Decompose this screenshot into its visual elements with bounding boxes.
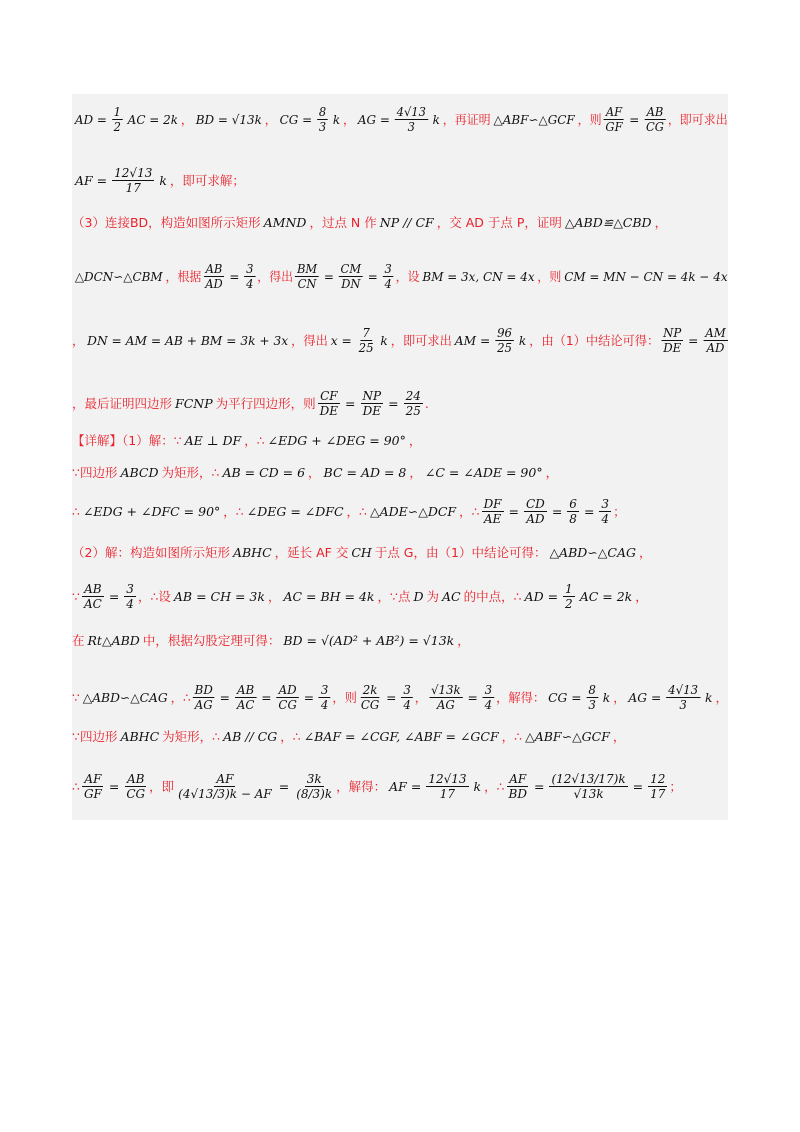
fraction <box>524 497 547 526</box>
fraction <box>429 683 463 712</box>
solution-text: ； <box>613 504 626 519</box>
fraction <box>112 105 123 134</box>
fraction-numerator: BM <box>296 261 318 276</box>
fraction-denominator: CN <box>297 276 317 291</box>
fraction <box>507 772 529 801</box>
solution-text: ， <box>545 465 559 480</box>
solution-text: . <box>424 395 429 411</box>
fraction-numerator: √13k <box>430 682 461 697</box>
fraction-numerator: 12√13 <box>114 165 153 180</box>
math-expression: ∠BAF = ∠CGF, ∠ABF = ∠GCF <box>303 728 499 744</box>
fraction-numerator: 3 <box>601 496 610 511</box>
solution-text: ∵ <box>72 588 80 604</box>
fraction-denominator: CG <box>360 697 380 712</box>
solution-line-6 <box>72 384 728 422</box>
math-expression: = <box>367 268 378 284</box>
solution-text: ， <box>612 729 626 744</box>
fraction-numerator: AB <box>84 581 102 596</box>
math-expression: = <box>108 778 120 794</box>
fraction <box>317 105 328 134</box>
fraction-numerator: 3 <box>320 682 329 697</box>
solution-text: ， <box>264 112 277 127</box>
math-expression: k <box>332 111 341 127</box>
math-expression: AG = <box>357 111 390 127</box>
math-expression: = <box>583 503 595 519</box>
math-expression: NP // CF <box>379 214 434 230</box>
math-expression: = <box>508 503 519 519</box>
math-expression: = <box>261 689 272 705</box>
math-expression: AD = <box>524 588 559 604</box>
fraction-denominator: AD <box>706 340 725 355</box>
fraction-denominator: CG <box>646 119 665 134</box>
fraction-numerator: DF <box>483 496 502 511</box>
solution-text: ，∴设 <box>137 589 171 604</box>
math-expression: = <box>533 778 545 794</box>
math-expression: ∠EDG + ∠DFC = 90° <box>82 503 221 519</box>
solution-text: ∴ <box>72 503 80 519</box>
solution-text: ，则 <box>332 690 357 705</box>
math-expression: AMND <box>263 214 307 230</box>
fraction <box>318 389 340 418</box>
fraction-numerator: 4√13 <box>668 682 699 697</box>
solution-text: ∵四边形 <box>72 465 118 480</box>
solution-text: ，∴ <box>346 504 367 519</box>
solution-text: ，则 <box>537 269 562 284</box>
fraction <box>586 683 597 712</box>
fraction-numerator: CF <box>320 388 338 403</box>
solution-text: ，即可求解； <box>169 173 245 188</box>
math-expression: CM = MN − CN = 4k − 4x <box>564 268 728 284</box>
solution-line-4 <box>72 257 728 295</box>
fraction-numerator: 6 <box>569 496 577 511</box>
math-expression: AB = CD = 6 <box>222 464 306 480</box>
fraction-numerator: 3 <box>126 581 134 596</box>
math-expression: △ABF∽△GCF <box>493 111 575 127</box>
fraction <box>644 105 666 134</box>
math-expression: = <box>303 689 315 705</box>
solution-text: ，设 <box>395 269 420 284</box>
solution-text: ，则 <box>577 112 602 127</box>
solution-text: （2）解：构造如图所示矩形 <box>72 545 230 560</box>
fraction-denominator: AD <box>205 276 223 291</box>
fraction-denominator: DE <box>663 340 682 355</box>
math-expression: = <box>386 689 397 705</box>
math-expression: BC = AD = 8 <box>323 464 407 480</box>
fraction <box>112 166 154 195</box>
solution-text: （3）连接BD，构造如图所示矩形 <box>72 215 261 230</box>
fraction-numerator: 24 <box>405 388 421 403</box>
fraction <box>203 262 224 291</box>
solution-line-7 <box>72 430 728 450</box>
fraction-numerator: 3 <box>384 261 392 276</box>
math-expression: AF = <box>75 172 108 188</box>
fraction-denominator: DN <box>341 276 361 291</box>
math-expression: △ABD∽△CAG <box>82 689 168 705</box>
fraction-denominator: 3 <box>407 119 415 134</box>
solution-text: ，交 AD 于点 P，证明 <box>436 215 562 230</box>
solution-text: 为矩形，∴ <box>162 729 221 744</box>
solution-text: 【详解】（1）解：∵ <box>72 433 182 448</box>
fraction-denominator: AC <box>83 596 102 611</box>
fraction-denominator: 25 <box>497 340 513 355</box>
math-expression: △ABD≌△CBD <box>564 214 652 230</box>
math-expression: AM = <box>454 332 491 348</box>
math-expression: = <box>278 778 290 794</box>
fraction-denominator: 3 <box>318 119 327 134</box>
solution-line-1 <box>72 100 728 138</box>
fraction-denominator: CG <box>278 697 297 712</box>
fraction <box>124 582 136 611</box>
solution-text: ， <box>308 465 321 480</box>
fraction <box>404 389 423 418</box>
fraction-denominator: 4 <box>126 596 134 611</box>
fraction-denominator: 3 <box>679 697 687 712</box>
solution-line-14 <box>72 726 728 746</box>
fraction-denominator: (4√13/3)k − AF <box>178 786 272 801</box>
solution-line-3 <box>72 212 728 232</box>
solution-text: ， <box>408 433 422 448</box>
math-expression: AF = <box>389 778 422 794</box>
fraction-denominator: 17 <box>439 786 456 801</box>
fraction-numerator: AB <box>127 771 145 786</box>
math-expression: D <box>413 588 424 604</box>
math-expression: AB = CH = 3k <box>173 588 265 604</box>
solution-line-13 <box>72 677 728 717</box>
math-expression: = <box>345 395 356 411</box>
fraction-denominator: 4 <box>246 276 254 291</box>
fraction <box>426 772 468 801</box>
fraction-denominator: DE <box>319 403 339 418</box>
fraction-denominator: 8 <box>569 511 577 526</box>
fraction-numerator: 4√13 <box>396 104 426 119</box>
math-expression: x = <box>330 332 352 348</box>
fraction <box>703 326 727 355</box>
solution-text: ，即可求出 <box>667 112 728 127</box>
fraction <box>357 326 376 355</box>
fraction-denominator: 25 <box>358 340 374 355</box>
fraction <box>383 262 394 291</box>
solution-text: ，再证明 <box>442 112 491 127</box>
fraction <box>563 582 575 611</box>
fraction <box>319 683 330 712</box>
fraction <box>599 497 611 526</box>
fraction <box>395 105 428 134</box>
fraction-denominator: AC <box>236 697 255 712</box>
fraction-numerator: AB <box>646 104 664 119</box>
fraction-numerator: AM <box>705 325 726 340</box>
fraction-denominator: CG <box>126 786 146 801</box>
fraction-numerator: AD <box>278 682 297 697</box>
solution-text: ，过点 N 作 <box>309 215 377 230</box>
solution-text: ，解得： <box>496 690 546 705</box>
solution-text: ， <box>180 112 193 127</box>
math-expression: ABHC <box>232 544 272 560</box>
fraction-denominator: GF <box>605 119 623 134</box>
math-expression: k <box>518 332 527 348</box>
solution-text: ，∴ <box>170 690 191 705</box>
fraction-numerator: 1 <box>113 104 121 119</box>
fraction <box>359 683 381 712</box>
math-expression: CG = <box>279 111 313 127</box>
solution-text: ，最后证明四边形 <box>72 396 173 411</box>
math-expression: DN = AM = AB + BM = 3k + 3x <box>87 332 289 348</box>
fraction-denominator: 4 <box>320 697 329 712</box>
fraction-denominator: AG <box>194 697 213 712</box>
fraction-denominator: 4 <box>484 697 493 712</box>
math-expression: = <box>229 268 240 284</box>
solution-text: ，∴ <box>484 779 505 794</box>
fraction-denominator: 17 <box>125 180 141 195</box>
solution-text: 的中点，∴ <box>463 589 522 604</box>
solution-text: 于点 G，由（1）中结论可得： <box>374 545 547 560</box>
fraction <box>295 262 319 291</box>
fraction-numerator: BD <box>194 682 213 697</box>
fraction <box>603 105 624 134</box>
math-expression: ∠DEG = ∠DFC <box>246 503 344 519</box>
math-expression: = <box>688 332 699 348</box>
fraction <box>294 772 334 801</box>
math-expression: AD = <box>74 111 107 127</box>
solution-text: ，即可求出 <box>390 333 452 348</box>
math-expression: = <box>388 395 399 411</box>
math-expression: CH <box>351 544 372 560</box>
fraction-numerator: 12√13 <box>428 771 467 786</box>
fraction <box>244 262 255 291</box>
fraction-numerator: (12√13/17)k <box>551 771 626 786</box>
solution-text: ，得出 <box>291 333 328 348</box>
fraction-numerator: 3 <box>484 682 493 697</box>
math-expression: Rt△ABD <box>87 632 140 648</box>
solution-line-8 <box>72 462 728 482</box>
solution-text: ，∵点 <box>377 589 411 604</box>
math-expression: ∠EDG + ∠DEG = 90° <box>267 432 406 448</box>
fraction-numerator: AF <box>84 771 102 786</box>
solution-text: ，根据 <box>165 269 202 284</box>
fraction-denominator: AE <box>483 511 502 526</box>
solution-text: 为平行四边形，则 <box>215 396 316 411</box>
math-expression: BM = 3x, CN = 4x <box>422 268 535 284</box>
fraction-numerator: 2k <box>362 682 378 697</box>
solution-text: 为 <box>426 589 439 604</box>
fraction <box>176 772 274 801</box>
fraction-denominator: (8/3)k <box>296 786 333 801</box>
math-expression: BD = √(AD² + AB²) = √13k <box>283 632 455 648</box>
math-expression: △ABF∽△GCF <box>525 728 610 744</box>
math-expression: △ADE∽△DCF <box>369 503 457 519</box>
math-expression: △ABD∽△CAG <box>549 544 636 560</box>
math-expression: = <box>108 588 120 604</box>
solution-text: ， <box>414 690 428 705</box>
fraction <box>401 683 412 712</box>
math-expression: ∠C = ∠ADE = 90° <box>424 464 543 480</box>
math-expression: CG = <box>548 689 582 705</box>
fraction-denominator: GF <box>83 786 102 801</box>
solution-text: ∴ <box>72 778 80 794</box>
fraction-numerator: 3 <box>246 261 254 276</box>
fraction-numerator: NP <box>663 325 682 340</box>
math-expression: AC = BH = 4k <box>283 588 375 604</box>
fraction <box>661 326 683 355</box>
math-expression: ABHC <box>120 728 160 744</box>
solution-text: ，解得： <box>336 779 387 794</box>
solution-block <box>72 94 728 820</box>
solution-text: 中，根据勾股定理可得： <box>142 633 281 648</box>
solution-text: ∵四边形 <box>72 729 118 744</box>
fraction-denominator: 2 <box>113 119 121 134</box>
solution-text: ， <box>654 215 668 230</box>
solution-text: ，∴ <box>223 504 244 519</box>
math-expression: = <box>219 689 230 705</box>
math-expression: AB // CG <box>223 728 278 744</box>
fraction-denominator: 17 <box>650 786 666 801</box>
fraction-numerator: CM <box>340 261 362 276</box>
fraction-denominator: 2 <box>565 596 573 611</box>
fraction-denominator: DE <box>362 403 381 418</box>
solution-text: ； <box>669 779 682 794</box>
math-expression: = <box>467 689 478 705</box>
math-expression: k <box>705 689 713 705</box>
solution-text: ， <box>409 465 422 480</box>
fraction-numerator: AB <box>237 682 255 697</box>
fraction <box>82 772 104 801</box>
solution-line-15 <box>72 758 728 814</box>
fraction-numerator: 3 <box>403 682 411 697</box>
solution-text: ∵ <box>72 689 80 705</box>
solution-text: ， <box>635 589 648 604</box>
math-expression: = <box>551 503 563 519</box>
solution-text: ， <box>72 333 85 348</box>
fraction-denominator: 4 <box>601 511 610 526</box>
math-expression: k <box>380 332 388 348</box>
math-expression: ABCD <box>120 464 159 480</box>
fraction-denominator: 4 <box>403 697 411 712</box>
solution-line-5 <box>72 321 726 359</box>
fraction <box>339 262 363 291</box>
solution-text: ，由（1）中结论可得： <box>529 333 660 348</box>
fraction-denominator: BD <box>508 786 527 801</box>
fraction-denominator: AG <box>436 697 455 712</box>
solution-text: 为矩形，∴ <box>161 465 220 480</box>
math-expression: AE ⊥ DF <box>184 432 242 448</box>
math-expression: k <box>432 111 440 127</box>
fraction <box>567 497 579 526</box>
solution-text: ， <box>457 633 470 648</box>
solution-text: ， <box>638 545 652 560</box>
solution-text: ， <box>715 690 728 705</box>
fraction <box>483 683 494 712</box>
fraction-numerator: AB <box>205 261 223 276</box>
solution-text: ， <box>613 690 626 705</box>
fraction-numerator: 7 <box>362 325 370 340</box>
fraction <box>82 582 104 611</box>
fraction-numerator: NP <box>362 388 382 403</box>
fraction <box>482 497 504 526</box>
solution-text: 在 <box>72 633 85 648</box>
solution-line-9 <box>72 492 728 530</box>
fraction <box>361 389 384 418</box>
math-expression: FCNP <box>175 395 213 411</box>
math-expression: AC = 2k <box>579 588 633 604</box>
fraction-numerator: 96 <box>497 325 513 340</box>
fraction-denominator: √13k <box>573 786 604 801</box>
solution-text: ，∴ <box>501 729 523 744</box>
math-expression: BD = √13k <box>195 111 262 127</box>
math-expression: k <box>159 172 167 188</box>
math-expression: k <box>602 689 611 705</box>
math-expression: k <box>473 778 482 794</box>
solution-text: ，∴ <box>280 729 301 744</box>
fraction-numerator: 1 <box>565 581 573 596</box>
fraction-denominator: AD <box>526 511 545 526</box>
fraction-numerator: 12 <box>650 771 666 786</box>
solution-line-12 <box>72 627 728 653</box>
fraction-denominator: 25 <box>405 403 421 418</box>
fraction-numerator: AF <box>216 771 234 786</box>
math-expression: = <box>632 778 644 794</box>
math-expression: AG = <box>628 689 662 705</box>
fraction <box>648 772 667 801</box>
fraction <box>495 326 514 355</box>
solution-line-11 <box>72 577 728 615</box>
fraction <box>276 683 298 712</box>
fraction-numerator: AF <box>509 771 527 786</box>
fraction-denominator: 3 <box>588 697 596 712</box>
fraction-numerator: CD <box>526 496 545 511</box>
fraction-numerator: 3k <box>306 771 322 786</box>
math-expression: AC <box>442 588 461 604</box>
fraction <box>235 683 256 712</box>
solution-line-10 <box>72 542 728 562</box>
solution-text: ，∴ <box>459 504 480 519</box>
fraction-numerator: 8 <box>588 682 596 697</box>
math-expression: △DCN∽△CBM <box>74 268 163 284</box>
solution-text: ，延长 AF 交 <box>274 545 349 560</box>
solution-line-2 <box>72 160 728 200</box>
fraction <box>666 683 700 712</box>
math-expression: AC = 2k <box>127 111 179 127</box>
fraction-numerator: AF <box>605 104 623 119</box>
fraction-denominator: 4 <box>384 276 392 291</box>
fraction-numerator: 8 <box>318 104 327 119</box>
fraction <box>549 772 627 801</box>
solution-text: ，∴ <box>244 433 265 448</box>
solution-text: ， <box>343 112 356 127</box>
fraction <box>193 683 215 712</box>
solution-text: ，得出 <box>257 269 294 284</box>
fraction <box>124 772 147 801</box>
solution-text: ， <box>267 589 281 604</box>
math-expression: = <box>323 268 334 284</box>
math-expression: = <box>629 111 640 127</box>
solution-text: ，即 <box>149 779 175 794</box>
